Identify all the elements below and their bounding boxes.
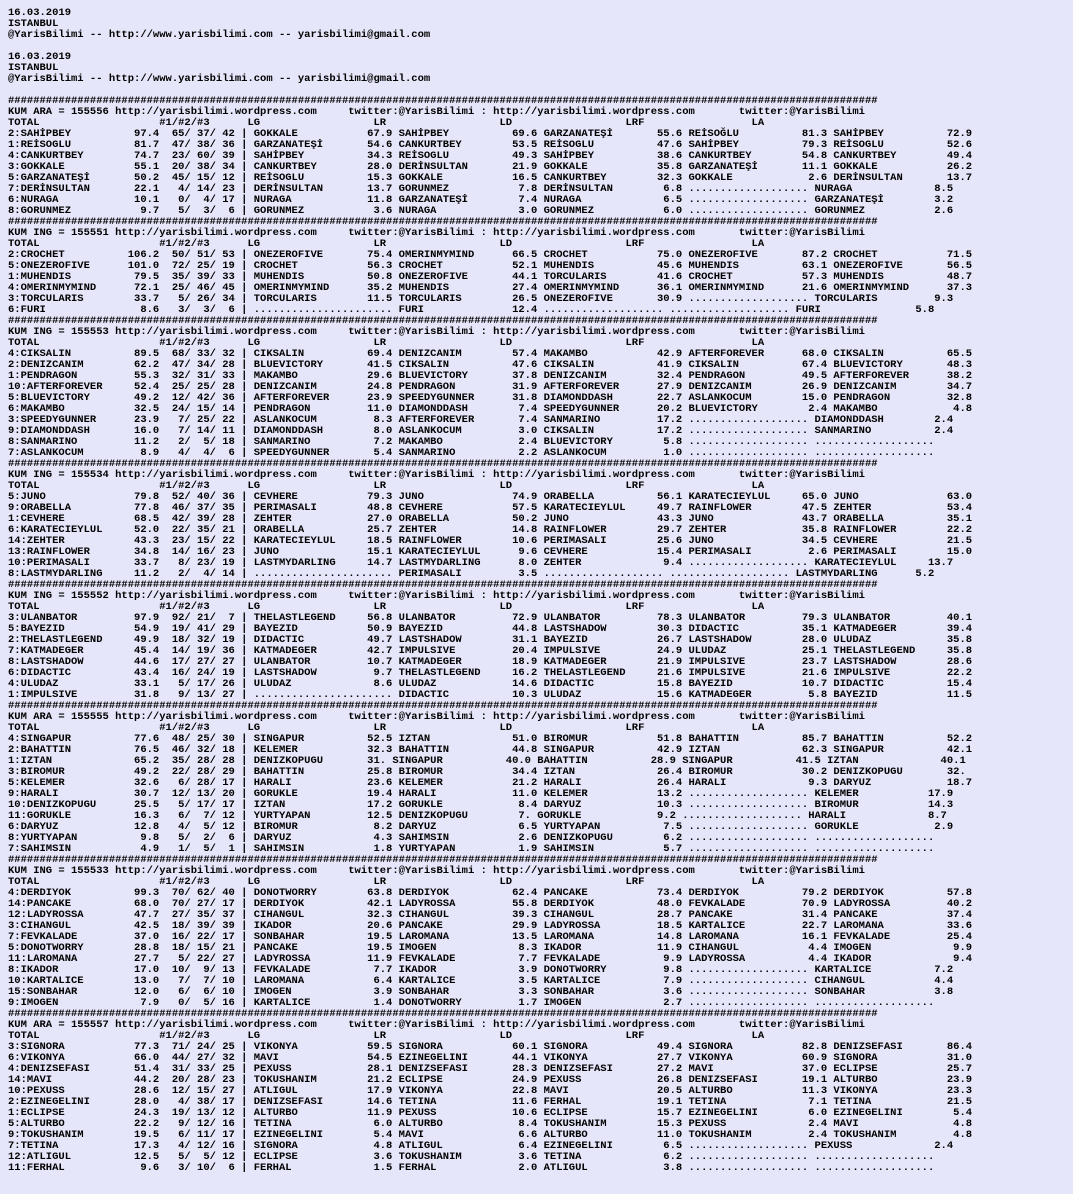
- table-row: 10:KARTALICE 13.0 7/ 7/ 10 | LAROMANA 6.4 KARTALICE 3.5 KARTALICE 7.9 ................... CIHANGUL 4.4: [8, 975, 954, 987]
- table-row: 14:ZEHTER 43.3 23/ 15/ 22 | KARATECIEYLUL 18.5 RAINFLOWER 10.6 PERIMASALI 25.6 JUNO 34.5 CEVHERE 21.5: [8, 535, 973, 547]
- table-row: 1:CEVHERE 68.5 42/ 39/ 28 | ZEHTER 27.0 ORABELLA 50.2 JUNO 43.3 JUNO 43.7 ORABELLA 35.1: [8, 513, 973, 525]
- table-row: 4:OMERINMYMIND 72.1 25/ 46/ 45 | OMERINMYMIND 35.2 MUHENDIS 27.4 OMERINMYMIND 36.1 OMERINMYMIND 21.6 OMERINMYMIND 37.3: [8, 282, 973, 294]
- table-row: 3:TORCULARIS 33.7 5/ 26/ 34 | TORCULARIS 11.5 TORCULARIS 26.5 ONEZEROFIVE 30.9 ................... TORCULARIS 9.3: [8, 293, 954, 305]
- table-row: 6:NURAGA 10.1 0/ 4/ 17 | NURAGA 11.8 GARZANATEŞİ 7.4 NURAGA 6.5 ................... GARZANATEŞİ 3.2: [8, 194, 954, 206]
- separator-line: ##########################################################################################################################################: [8, 458, 878, 470]
- table-row: 5:ONEZEROFIVE 101.0 72/ 25/ 19 | CROCHET 56.3 CROCHET 52.1 MUHENDIS 45.6 MUHENDIS 63.1 ONEZEROFIVE 56.5: [8, 260, 973, 272]
- table-row: 5:BLUEVICTORY 49.2 12/ 42/ 36 | AFTERFOREVER 23.9 SPEEDYGUNNER 31.8 DIAMONDDASH 22.7 ASLANKOCUM 15.0 PENDRAGON 32.8: [8, 392, 973, 404]
- table-row: 4:SINGAPUR 77.6 48/ 25/ 30 | SINGAPUR 52.5 IZTAN 51.0 BIROMUR 51.8 BAHATTIN 85.7 BAHATTIN 52.2: [8, 733, 973, 745]
- table-row: 3:ULANBATOR 97.9 92/ 21/ 7 | THELASTLEGEND 56.8 ULANBATOR 72.9 ULANBATOR 78.3 ULANBATOR 79.3 ULANBATOR 40.1: [8, 612, 973, 624]
- table-row: 6:DARYUZ 12.8 4/ 5/ 12 | BIROMUR 8.2 DARYUZ 6.5 YURTYAPAN 7.5 ................... GORUKLE 2.9: [8, 821, 954, 833]
- separator-line: ##########################################################################################################################################: [8, 95, 878, 107]
- table-row: 8:YURTYAPAN 9.8 5/ 2/ 6 | DARYUZ 4.3 SAHIMSIN 2.6 DENIZKOPUGU 6.2 ................... ...................: [8, 832, 935, 844]
- table-row: 9:TOKUSHANIM 19.5 6/ 11/ 17 | EZINEGELINI 5.4 MAVI 6.6 ALTURBO 11.0 TOKUSHANIM 2.4 TOKUSHANIM 4.8: [8, 1129, 973, 1141]
- table-row: 8:SANMARINO 11.2 2/ 5/ 18 | SANMARINO 7.2 MAKAMBO 2.4 BLUEVICTORY 5.8 ................... ...................: [8, 436, 935, 448]
- separator-line: ##########################################################################################################################################: [8, 700, 878, 712]
- table-row: 11:FERHAL 9.6 3/ 10/ 6 | FERHAL 1.5 FERHAL 2.0 ATLIGUL 3.8 ................... ...................: [8, 1162, 935, 1174]
- table-row: 13:RAINFLOWER 34.8 14/ 16/ 23 | JUNO 15.1 KARATECIEYLUL 9.6 CEVHERE 15.4 PERIMASALI 2.6 PERIMASALI 15.0: [8, 546, 973, 558]
- report-date: 16.03.2019: [8, 51, 72, 63]
- column-header: TOTAL #1/#2/#3 LG LR LD LRF LA: [8, 117, 765, 129]
- table-row: 4:CIKSALIN 89.5 68/ 33/ 32 | CIKSALIN 69.4 DENIZCANIM 57.4 MAKAMBO 42.9 AFTERFOREVER 68.0 CIKSALIN 65.5: [8, 348, 973, 360]
- race-title: KUM ARA = 155555 http://yarisbilimi.wordpress.com twitter:@YarisBilimi : http://yarisbilimi.wordpress.com twitter:@YarisBilimi: [8, 711, 865, 723]
- table-row: 15:SONBAHAR 12.0 6/ 6/ 10 | IMOGEN 3.9 SONBAHAR 3.3 SONBAHAR 3.6 ................... SONBAHAR 3.8: [8, 986, 954, 998]
- table-row: 3:BIROMUR 49.2 22/ 28/ 29 | BAHATTIN 25.8 BIROMUR 34.4 IZTAN 26.4 BIROMUR 30.2 DENIZKOPUGU 32.: [8, 766, 966, 778]
- report-city: ISTANBUL: [8, 62, 59, 74]
- column-header: TOTAL #1/#2/#3 LG LR LD LRF LA: [8, 601, 765, 613]
- race-title: KUM ING = 155534 http://yarisbilimi.wordpress.com twitter:@YarisBilimi : http://yarisbilimi.wordpress.com twitter:@YarisBilimi: [8, 469, 865, 481]
- table-row: 2:CROCHET 106.2 50/ 51/ 53 | ONEZEROFIVE 75.4 OMERINMYMIND 66.5 CROCHET 75.0 ONEZEROFIVE 87.2 CROCHET 71.5: [8, 249, 973, 261]
- table-row: 1:IMPULSIVE 31.8 9/ 13/ 27 | ...................... DIDACTIC 10.3 ULUDAZ 15.6 KATMADEGER 5.8 BAYEZID 11.5: [8, 689, 973, 701]
- table-row: 12:LADYROSSA 47.7 27/ 35/ 37 | CIHANGUL 32.3 CIHANGUL 39.3 CIHANGUL 28.7 PANCAKE 31.4 PANCAKE 37.4: [8, 909, 973, 921]
- race-title: KUM ING = 155533 http://yarisbilimi.wordpress.com twitter:@YarisBilimi : http://yarisbilimi.wordpress.com twitter:@YarisBilimi: [8, 865, 865, 877]
- report-city: ISTANBUL: [8, 18, 59, 30]
- column-header: TOTAL #1/#2/#3 LG LR LD LRF LA: [8, 238, 765, 250]
- table-row: 3:SPEEDYGUNNER 23.9 7/ 25/ 22 | ASLANKOCUM 8.3 AFTERFOREVER 7.4 SANMARINO 17.2 ................... DIAMONDDASH 2.4: [8, 414, 954, 426]
- table-row: 5:GARZANATEŞİ 50.2 45/ 15/ 12 | REİSOGLU 15.3 GOKKALE 16.5 CANKURTBEY 32.3 GOKKALE 2.6 DERİNSULTAN 13.7: [8, 172, 973, 184]
- table-row: 7:DERİNSULTAN 22.1 4/ 14/ 23 | DERİNSULTAN 13.7 GORUNMEZ 7.8 DERİNSULTAN 6.8 ................... NURAGA 8.5: [8, 183, 954, 195]
- table-row: 10:DENIZKOPUGU 25.5 5/ 17/ 17 | IZTAN 17.2 GORUKLE 8.4 DARYUZ 10.3 ................... BIROMUR 14.3: [8, 799, 954, 811]
- table-row: 1:REİSOGLU 81.7 47/ 38/ 36 | GARZANATEŞİ 54.6 CANKURTBEY 53.5 REİSOGLU 47.6 SAHİPBEY 79.3 REİSOGLU 52.6: [8, 139, 973, 151]
- column-header: TOTAL #1/#2/#3 LG LR LD LRF LA: [8, 1030, 765, 1042]
- table-row: 7:SAHIMSIN 4.9 1/ 5/ 1 | SAHIMSIN 1.8 YURTYAPAN 1.9 SAHIMSIN 5.7 ................... ...................: [8, 843, 935, 855]
- table-row: 7:KATMADEGER 45.4 14/ 19/ 36 | KATMADEGER 42.7 IMPULSIVE 20.4 IMPULSIVE 24.9 ULUDAZ 25.1 THELASTLEGEND 35.8: [8, 645, 973, 657]
- table-row: 10:AFTERFOREVER 52.4 25/ 25/ 28 | DENIZCANIM 24.8 PENDRAGON 31.9 AFTERFOREVER 27.9 DENIZCANIM 26.9 DENIZCANIM 34.7: [8, 381, 973, 393]
- race-title: KUM ARA = 155557 http://yarisbilimi.wordpress.com twitter:@YarisBilimi : http://yarisbilimi.wordpress.com twitter:@YarisBilimi: [8, 1019, 865, 1031]
- table-row: 9:HARALI 30.7 12/ 13/ 20 | GORUKLE 19.4 HARALI 11.0 KELEMER 13.2 ................... KELEMER 17.9: [8, 788, 954, 800]
- report-contact: @YarisBilimi -- http://www.yarisbilimi.com -- yarisbilimi@gmail.com: [8, 73, 431, 85]
- table-row: 9:ORABELLA 77.8 46/ 37/ 35 | PERIMASALI 48.8 CEVHERE 57.5 KARATECIEYLUL 49.7 RAINFLOWER 47.5 ZEHTER 53.4: [8, 502, 973, 514]
- table-row: 8:LASTSHADOW 44.6 17/ 27/ 27 | ULANBATOR 10.7 KATMADEGER 18.9 KATMADEGER 21.9 IMPULSIVE 23.7 LASTSHADOW 28.6: [8, 656, 973, 668]
- table-row: 8:GORUNMEZ 9.7 5/ 3/ 6 | GORUNMEZ 3.6 NURAGA 3.0 GORUNMEZ 6.0 ................... GORUNMEZ 2.6: [8, 205, 954, 217]
- table-row: 3:GOKKALE 55.1 20/ 38/ 34 | CANKURTBEY 28.0 DERİNSULTAN 21.9 GOKKALE 35.8 GARZANATEŞİ 11.1 GOKKALE 26.2: [8, 161, 973, 173]
- column-header: TOTAL #1/#2/#3 LG LR LD LRF LA: [8, 722, 765, 734]
- table-row: 2:BAHATTIN 76.5 46/ 32/ 18 | KELEMER 32.3 BAHATTIN 44.8 SINGAPUR 42.9 IZTAN 62.3 SINGAPUR 42.1: [8, 744, 973, 756]
- table-row: 5:DONOTWORRY 28.8 18/ 15/ 21 | PANCAKE 19.5 IMOGEN 8.3 IKADOR 11.9 CIHANGUL 4.4 IMOGEN 9.9: [8, 942, 973, 954]
- table-row: 4:DERDIYOK 99.3 70/ 62/ 40 | DONOTWORRY 63.8 DERDIYOK 62.4 PANCAKE 73.4 DERDIYOK 79.2 DERDIYOK 57.8: [8, 887, 973, 899]
- separator-line: ##########################################################################################################################################: [8, 216, 878, 228]
- table-row: 8:LASTMYDARLING 11.2 2/ 4/ 14 | ...................... PERIMASALI 3.5 ................... ................... LASTMYDARLING 5.2: [8, 568, 935, 580]
- table-row: 3:CIHANGUL 42.5 18/ 39/ 39 | IKADOR 20.6 PANCAKE 29.9 LADYROSSA 18.5 KARTALICE 22.7 LAROMANA 33.6: [8, 920, 973, 932]
- table-row: 2:SAHİPBEY 97.4 65/ 37/ 42 | GOKKALE 67.9 SAHİPBEY 69.6 GARZANATEŞİ 55.6 REİSOĞLU 81.3 SAHİPBEY 72.9: [8, 128, 973, 140]
- table-row: 5:KELEMER 32.6 6/ 28/ 17 | HARALI 23.6 KELEMER 21.2 HARALI 26.4 HARALI 9.3 DARYUZ 18.7: [8, 777, 973, 789]
- race-title: KUM ARA = 155556 http://yarisbilimi.wordpress.com twitter:@YarisBilimi : http://yarisbilimi.wordpress.com twitter:@YarisBilimi: [8, 106, 865, 118]
- table-row: 1:MUHENDIS 79.5 35/ 39/ 33 | MUHENDIS 50.8 ONEZEROFIVE 44.1 TORCULARIS 41.6 CROCHET 57.3 MUHENDIS 48.7: [8, 271, 973, 283]
- table-row: 8:IKADOR 17.0 10/ 9/ 13 | FEVKALADE 7.7 IKADOR 3.9 DONOTWORRY 9.8 ................... KARTALICE 7.2: [8, 964, 954, 976]
- table-row: 4:CANKURTBEY 74.7 23/ 60/ 39 | SAHİPBEY 34.3 REİSOGLU 49.3 SAHİPBEY 38.6 CANKURTBEY 54.8 CANKURTBEY 49.4: [8, 150, 973, 162]
- race-title: KUM ING = 155552 http://yarisbilimi.wordpress.com twitter:@YarisBilimi : http://yarisbilimi.wordpress.com twitter:@YarisBilimi: [8, 590, 865, 602]
- table-row: 2:THELASTLEGEND 49.9 18/ 32/ 19 | DIDACTIC 49.7 LASTSHADOW 31.1 BAYEZID 26.7 LASTSHADOW 28.0 ULUDAZ 35.8: [8, 634, 973, 646]
- table-row: 1:PENDRAGON 55.3 32/ 31/ 33 | MAKAMBO 29.6 BLUEVICTORY 37.8 DENIZCANIM 32.4 PENDRAGON 49.5 AFTERFOREVER 38.2: [8, 370, 973, 382]
- table-row: 11:GORUKLE 16.3 6/ 7/ 12 | YURTYAPAN 12.5 DENIZKOPUGU 7. GORUKLE 9.2 ................... HARALI 8.7: [8, 810, 947, 822]
- table-row: 4:ULUDAZ 33.1 5/ 17/ 26 | ULUDAZ 8.6 ULUDAZ 14.6 DIDACTIC 15.8 BAYEZID 10.7 DIDACTIC 15.4: [8, 678, 973, 690]
- table-row: 1:IZTAN 65.2 35/ 28/ 28 | DENIZKOPUGU 31. SINGAPUR 40.0 BAHATTIN 28.9 SINGAPUR 41.5 IZTAN 40.1: [8, 755, 966, 767]
- table-row: 5:JUNO 79.8 52/ 40/ 36 | CEVHERE 79.3 JUNO 74.9 ORABELLA 56.1 KARATECIEYLUL 65.0 JUNO 63.0: [8, 491, 973, 503]
- table-row: 9:DIAMONDDASH 16.0 7/ 14/ 11 | DIAMONDDASH 8.0 ASLANKOCUM 3.0 CIKSALIN 17.2 ................... SANMARINO 2.4: [8, 425, 954, 437]
- table-row: 12:ATLIGUL 12.5 5/ 5/ 12 | ECLIPSE 3.6 TOKUSHANIM 3.6 TETINA 6.2 ................... ...................: [8, 1151, 935, 1163]
- table-row: 6:FURI 8.6 3/ 3/ 6 | ...................... FURI 12.4 ................... ................... FURI 5.8: [8, 304, 935, 316]
- separator-line: ##########################################################################################################################################: [8, 1008, 878, 1020]
- table-row: 9:IMOGEN 7.9 0/ 5/ 16 | KARTALICE 1.4 DONOTWORRY 1.7 IMOGEN 2.7 ................... ...................: [8, 997, 935, 1009]
- column-header: TOTAL #1/#2/#3 LG LR LD LRF LA: [8, 480, 765, 492]
- table-row: 2:DENIZCANIM 62.2 47/ 34/ 28 | BLUEVICTORY 41.5 CIKSALIN 47.6 CIKSALIN 41.9 CIKSALIN 67.4 BLUEVICTORY 48.3: [8, 359, 973, 371]
- table-row: 11:LAROMANA 27.7 5/ 22/ 27 | LADYROSSA 11.9 FEVKALADE 7.7 FEVKALADE 9.9 LADYROSSA 4.4 IKADOR 9.4: [8, 953, 973, 965]
- table-row: 10:PEXUSS 28.6 12/ 15/ 27 | ATLIGUL 17.9 VIKONYA 22.8 MAVI 20.5 ALTURBO 11.3 VIKONYA 23.3: [8, 1085, 973, 1097]
- table-row: 5:ALTURBO 22.2 9/ 12/ 16 | TETINA 6.0 ALTURBO 8.4 TOKUSHANIM 15.3 PEXUSS 2.4 MAVI 4.8: [8, 1118, 973, 1130]
- table-row: 6:KARATECIEYLUL 52.0 22/ 35/ 21 | ORABELLA 25.7 ZEHTER 14.8 RAINFLOWER 29.7 ZEHTER 35.8 RAINFLOWER 22.2: [8, 524, 973, 536]
- separator-line: ##########################################################################################################################################: [8, 315, 878, 327]
- report-contact: @YarisBilimi -- http://www.yarisbilimi.com -- yarisbilimi@gmail.com: [8, 29, 431, 41]
- table-row: 10:PERIMASALI 33.7 8/ 23/ 19 | LASTMYDARLING 14.7 LASTMYDARLING 8.0 ZEHTER 9.4 ................... KARATECIEYLUL 13.7: [8, 557, 954, 569]
- separator-line: ##########################################################################################################################################: [8, 579, 878, 591]
- race-title: KUM ING = 155553 http://yarisbilimi.wordpress.com twitter:@YarisBilimi : http://yarisbilimi.wordpress.com twitter:@YarisBilimi: [8, 326, 865, 338]
- column-header: TOTAL #1/#2/#3 LG LR LD LRF LA: [8, 337, 765, 349]
- table-row: 5:BAYEZID 54.9 19/ 41/ 29 | BAYEZID 50.9 BAYEZID 44.8 LASTSHADOW 30.3 DIDACTIC 35.1 KATMADEGER 39.4: [8, 623, 973, 635]
- table-row: 7:FEVKALADE 37.0 16/ 22/ 17 | SONBAHAR 19.5 LAROMANA 13.5 LAROMANA 14.8 LAROMANA 16.1 FEVKALADE 25.4: [8, 931, 973, 943]
- report-date: 16.03.2019: [8, 7, 72, 19]
- table-row: 4:DENIZSEFASI 51.4 31/ 33/ 25 | PEXUSS 28.1 DENIZSEFASI 28.3 DENIZSEFASI 27.2 MAVI 37.0 ECLIPSE 25.7: [8, 1063, 973, 1075]
- table-row: 14:MAVI 44.2 20/ 28/ 23 | TOKUSHANIM 21.2 ECLIPSE 24.9 PEXUSS 26.8 DENIZSEFASI 19.1 ALTURBO 23.9: [8, 1074, 973, 1086]
- table-row: 2:EZINEGELINI 28.0 4/ 38/ 17 | DENIZSEFASI 14.6 TETINA 11.6 FERHAL 19.1 TETINA 7.1 TETINA 21.5: [8, 1096, 973, 1108]
- blank-line: [8, 41, 1073, 52]
- table-row: 6:VIKONYA 66.0 44/ 27/ 32 | MAVI 54.5 EZINEGELINI 44.1 VIKONYA 27.7 VIKONYA 60.9 SIGNORA 31.0: [8, 1052, 973, 1064]
- table-row: 14:PANCAKE 68.0 70/ 27/ 17 | DERDIYOK 42.1 LADYROSSA 55.8 DERDIYOK 48.0 FEVKALADE 70.9 LADYROSSA 40.2: [8, 898, 973, 910]
- race-title: KUM ING = 155551 http://yarisbilimi.wordpress.com twitter:@YarisBilimi : http://yarisbilimi.wordpress.com twitter:@YarisBilimi: [8, 227, 865, 239]
- column-header: TOTAL #1/#2/#3 LG LR LD LRF LA: [8, 876, 765, 888]
- table-row: 7:TETINA 17.3 4/ 12/ 16 | SIGNORA 4.8 ATLIGUL 6.4 EZINEGELINI 6.5 ................... PEXUSS 2.4: [8, 1140, 954, 1152]
- separator-line: ##########################################################################################################################################: [8, 854, 878, 866]
- table-row: 7:ASLANKOCUM 8.9 4/ 4/ 6 | SPEEDYGUNNER 5.4 SANMARINO 2.2 ASLANKOCUM 1.0 ................... ...................: [8, 447, 935, 459]
- table-row: 3:SIGNORA 77.3 71/ 24/ 25 | VIKONYA 59.5 SIGNORA 60.1 SIGNORA 49.4 SIGNORA 82.8 DENIZSEFASI 86.4: [8, 1041, 973, 1053]
- table-row: 6:DIDACTIC 43.4 16/ 24/ 19 | LASTSHADOW 9.7 THELASTLEGEND 16.2 THELASTLEGEND 21.6 IMPULSIVE 21.6 IMPULSIVE 22.2: [8, 667, 973, 679]
- table-row: 1:ECLIPSE 24.3 19/ 13/ 12 | ALTURBO 11.9 PEXUSS 10.6 ECLIPSE 15.7 EZINEGELINI 6.0 EZINEGELINI 5.4: [8, 1107, 973, 1119]
- table-row: 6:MAKAMBO 32.5 24/ 15/ 14 | PENDRAGON 11.0 DIAMONDDASH 7.4 SPEEDYGUNNER 20.2 BLUEVICTORY 2.4 MAKAMBO 4.8: [8, 403, 973, 415]
